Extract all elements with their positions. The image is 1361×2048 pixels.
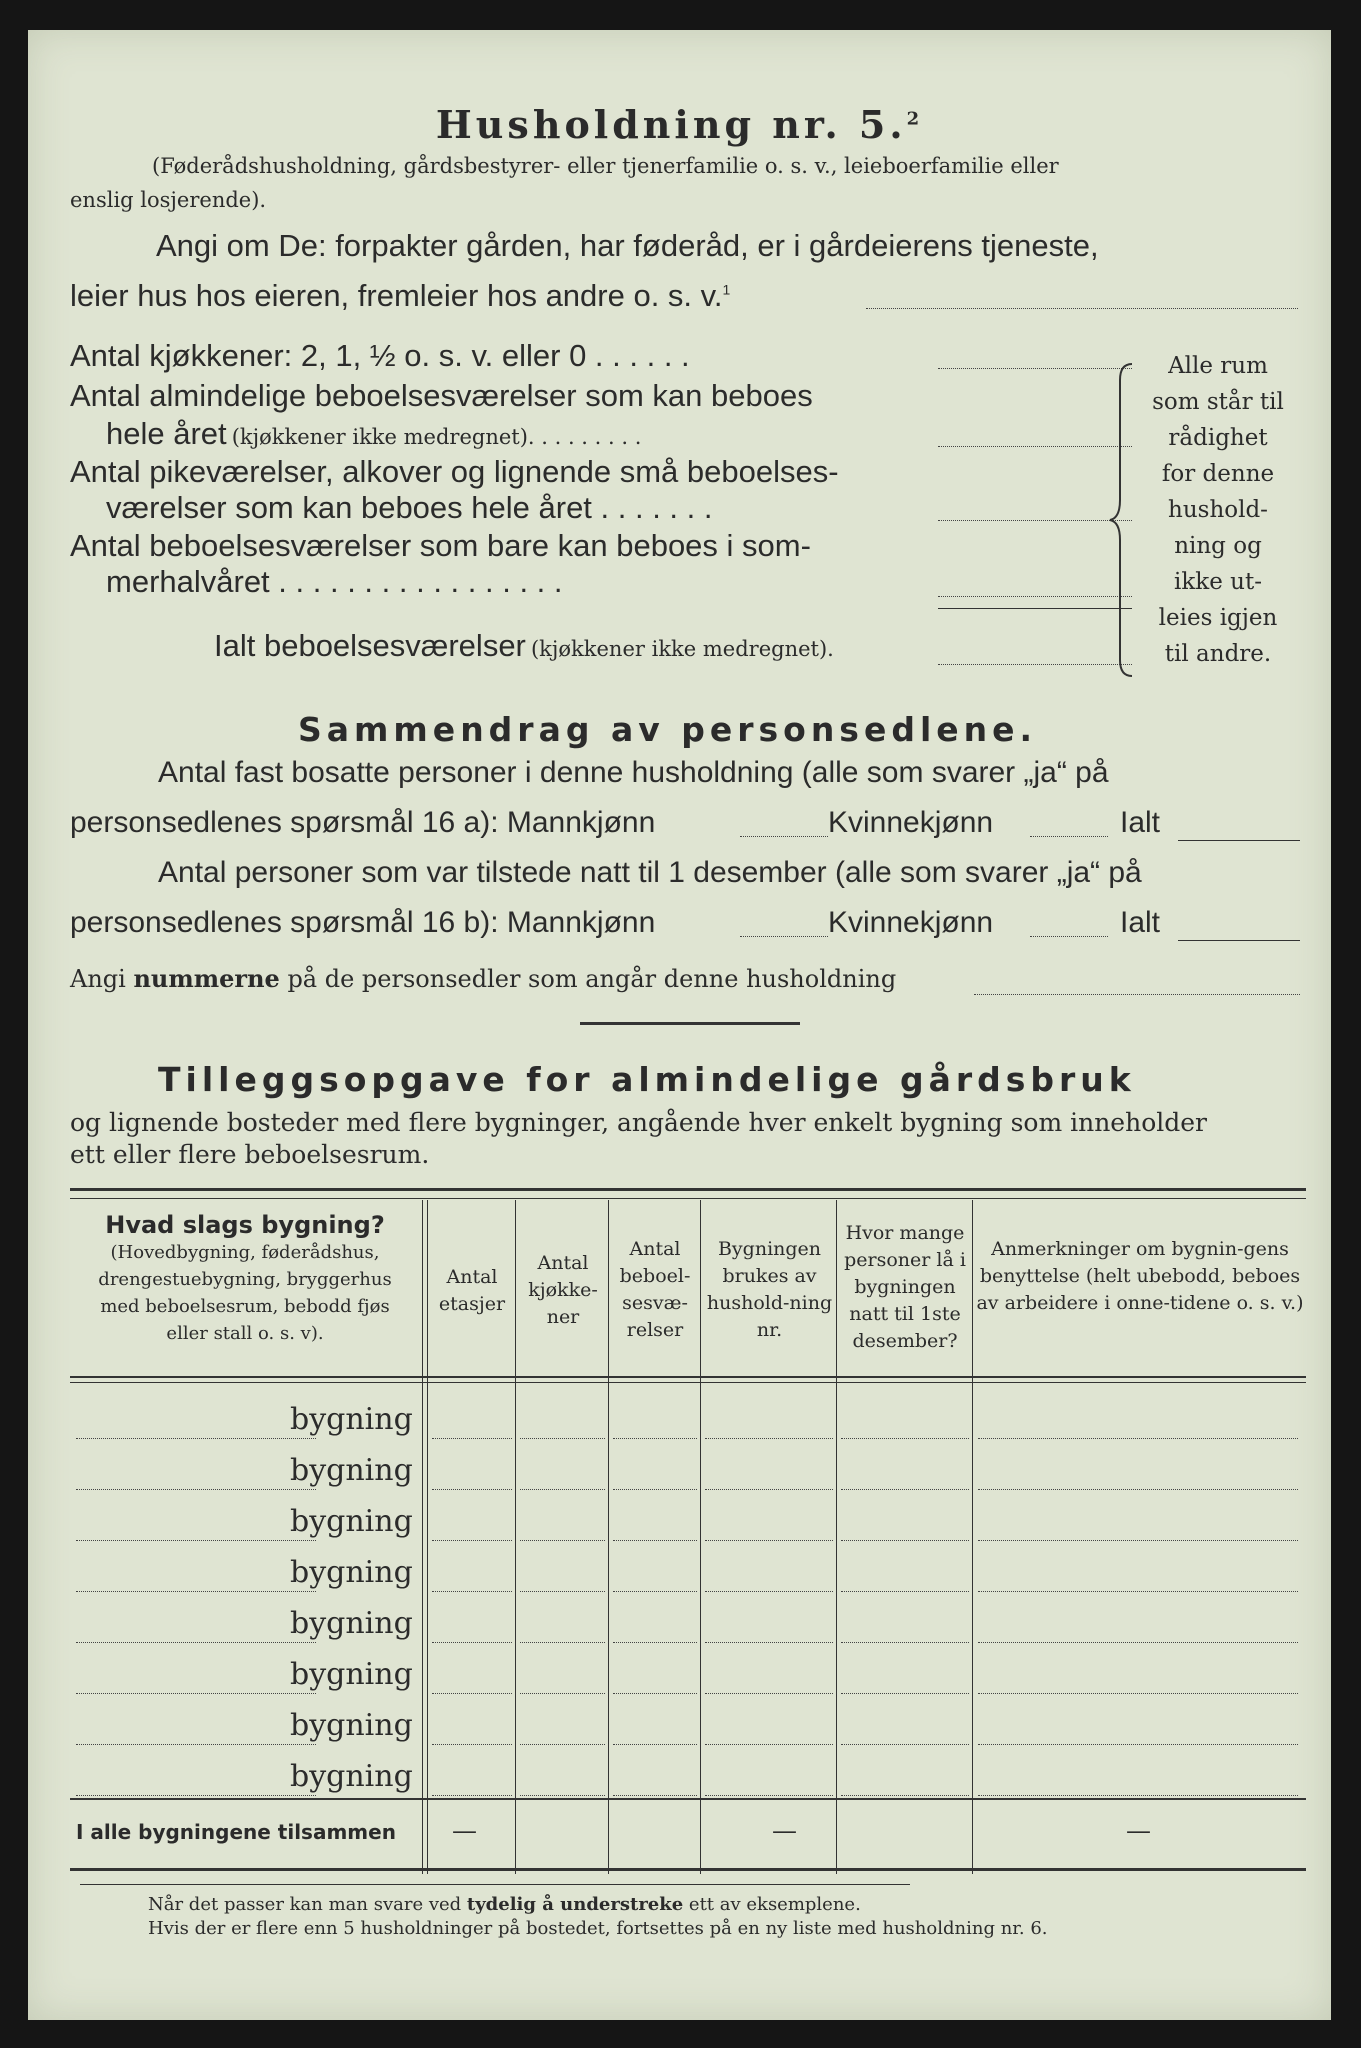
table-cell-field[interactable] <box>520 1642 605 1643</box>
table-cell-field[interactable] <box>705 1693 833 1694</box>
building-label: bygning <box>290 1453 413 1488</box>
table-cell-field[interactable] <box>432 1591 512 1592</box>
building-label: bygning <box>290 1759 413 1794</box>
summary-heading: Sammendrag av personsedlene. <box>298 710 1038 749</box>
table-cell-field[interactable] <box>841 1693 969 1694</box>
table-cell-field[interactable] <box>705 1744 833 1745</box>
col-header-remarks: Anmerkninger om bygnin-gens benyttelse (helt ubebodd, beboes av arbeidere i onne-tidene o. s. v.) <box>976 1238 1304 1314</box>
table-cell-field[interactable] <box>432 1489 512 1490</box>
table-cell-field[interactable] <box>978 1591 1298 1592</box>
col-header-kitchens: Antal kjøkke-ner <box>528 1252 598 1328</box>
footer-line-1: Når det passer kan man svare ved tydelig å understreke ett av eksemplene. <box>148 1894 861 1915</box>
table-cell-field[interactable] <box>432 1438 512 1439</box>
table-cell-field[interactable] <box>613 1795 697 1796</box>
present-total-label: Ialt <box>1120 906 1161 939</box>
table-cell-field[interactable] <box>978 1744 1298 1745</box>
q-summer-line-2: merhalvåret . . . . . . . . . . . . . . . . . <box>106 564 563 599</box>
subtitle-line-2: enslig losjerende). <box>70 188 267 212</box>
fast-women-field[interactable] <box>1030 836 1108 837</box>
subtitle-line-1: (Føderådshusholdning, gårdsbestyrer- eller tjenerfamilie o. s. v., leieboerfamilie eller <box>152 154 1059 178</box>
table-cell-field[interactable] <box>432 1795 512 1796</box>
table-cell-field[interactable] <box>978 1540 1298 1541</box>
col-header-rooms: Antal beboel-sesvæ-relser <box>619 1238 691 1341</box>
col-divider-1 <box>422 1200 423 1874</box>
present-men-field[interactable] <box>740 936 828 937</box>
building-type-field[interactable] <box>76 1591 316 1592</box>
footer-line-2: Hvis der er flere enn 5 husholdninger på bostedet, fortsettes på en ny liste med husholdning nr. 6. <box>148 1918 1048 1939</box>
header-bottom-rule <box>70 1376 1306 1378</box>
total-rooms-field[interactable] <box>938 664 1132 665</box>
table-cell-field[interactable] <box>841 1642 969 1643</box>
table-cell-field[interactable] <box>705 1642 833 1643</box>
table-cell-field[interactable] <box>841 1744 969 1745</box>
building-type-field[interactable] <box>76 1795 316 1796</box>
table-cell-field[interactable] <box>978 1795 1298 1796</box>
table-cell-field[interactable] <box>520 1744 605 1745</box>
col-header-floors: Antal etasjer <box>438 1266 506 1315</box>
building-label: bygning <box>290 1708 413 1743</box>
table-cell-field[interactable] <box>520 1438 605 1439</box>
present-line-1: Antal personer som var tilstede natt til 1 desember (alle som svarer „ja“ på <box>158 856 1142 889</box>
table-cell-field[interactable] <box>841 1438 969 1439</box>
fast-total-label: Ialt <box>1120 806 1161 839</box>
building-label: bygning <box>290 1555 413 1590</box>
form-sheet <box>28 30 1331 2020</box>
building-type-field[interactable] <box>76 1540 316 1541</box>
present-women-field[interactable] <box>1030 936 1108 937</box>
numbers-line: Angi nummerne på de personsedler som angår denne husholdning <box>70 964 897 993</box>
col-header-household: Bygningen brukes av hushold-ning nr. <box>706 1238 833 1341</box>
building-label: bygning <box>290 1606 413 1641</box>
col-header-building: Hvad slags bygning? (Hovedbygning, føderådshus, drengestuebygning, bryggerhus med beboelsesrum, bebodd fjøs eller stall o. s. v). <box>98 1211 392 1344</box>
angi-line-1: Angi om De: forpakter gården, har føderåd, er i gårdeierens tjeneste, <box>156 228 1099 263</box>
kitchens-field[interactable] <box>938 368 1132 369</box>
table-cell-field[interactable] <box>705 1540 833 1541</box>
fast-total-field[interactable] <box>1178 840 1300 841</box>
fast-line-2: personsedlenes spørsmål 16 a): Mannkjønn <box>70 806 656 839</box>
fast-line-1: Antal fast bosatte personer i denne husholdning (alle som svarer „ja“ på <box>158 756 1109 789</box>
table-cell-field[interactable] <box>613 1438 697 1439</box>
total-top-rule <box>70 1798 1306 1800</box>
table-cell-field[interactable] <box>705 1591 833 1592</box>
table-cell-field[interactable] <box>978 1642 1298 1643</box>
header-bottom-rule-2 <box>70 1382 1306 1383</box>
q-rooms-line-2: hele året (kjøkkener ikke medregnet). . . . . . . . . <box>106 416 642 451</box>
sum-underline <box>938 608 1132 609</box>
table-cell-field[interactable] <box>432 1642 512 1643</box>
table-cell-field[interactable] <box>705 1438 833 1439</box>
table-cell-field[interactable] <box>613 1591 697 1592</box>
table-cell-field[interactable] <box>613 1489 697 1490</box>
q-total: Ialt beboelsesværelser (kjøkkener ikke medregnet). <box>214 628 834 663</box>
col-divider-4 <box>700 1200 701 1874</box>
table-cell-field[interactable] <box>978 1489 1298 1490</box>
supplement-sub-1: og lignende bosteder med flere bygninger, angående hver enkelt bygning som inneholder <box>70 1108 1207 1137</box>
table-cell-field[interactable] <box>520 1693 605 1694</box>
table-cell-field[interactable] <box>841 1489 969 1490</box>
total-remarks-dash: — <box>1126 1816 1151 1845</box>
building-type-field[interactable] <box>76 1489 316 1490</box>
total-row-label: I alle bygningene tilsammen <box>76 1820 396 1844</box>
fast-women-label: Kvinnekjønn <box>828 806 994 839</box>
table-cell-field[interactable] <box>520 1540 605 1541</box>
present-total-field[interactable] <box>1178 940 1300 941</box>
building-type-field[interactable] <box>76 1642 316 1643</box>
col-divider-3 <box>608 1200 609 1874</box>
table-cell-field[interactable] <box>841 1591 969 1592</box>
building-type-field[interactable] <box>76 1744 316 1745</box>
page-title: Husholdning nr. 5.$^2$ <box>435 102 924 147</box>
building-label: bygning <box>290 1504 413 1539</box>
table-cell-field[interactable] <box>841 1795 969 1796</box>
q-kitchens: Antal kjøkkener: 2, 1, ½ o. s. v. eller 0 . . . . . . <box>70 338 690 373</box>
q-rooms-line-1: Antal almindelige beboelsesværelser som kan beboes <box>70 378 813 413</box>
table-cell-field[interactable] <box>520 1591 605 1592</box>
building-label: bygning <box>290 1657 413 1692</box>
table-top-rule <box>70 1188 1306 1191</box>
table-cell-field[interactable] <box>520 1489 605 1490</box>
table-cell-field[interactable] <box>520 1795 605 1796</box>
building-type-field[interactable] <box>76 1438 316 1439</box>
total-floors-dash: — <box>452 1816 477 1845</box>
col-header-persons: Hvor mange personer lå i bygningen natt til 1ste desember? <box>844 1222 966 1352</box>
footer-rule <box>80 1884 910 1885</box>
table-cell-field[interactable] <box>613 1693 697 1694</box>
col-divider-5 <box>836 1200 837 1874</box>
brace-note: Alle rum som står til rådighet for denne hushold- ning og ikke ut- leies igjen til andre. <box>1152 353 1284 667</box>
table-cell-field[interactable] <box>432 1693 512 1694</box>
table-cell-field[interactable] <box>613 1540 697 1541</box>
rooms-field[interactable] <box>938 446 1132 447</box>
col-divider-2 <box>515 1200 516 1874</box>
table-cell-field[interactable] <box>705 1795 833 1796</box>
present-line-2: personsedlenes spørsmål 16 b): Mannkjønn <box>70 906 656 939</box>
table-cell-field[interactable] <box>432 1540 512 1541</box>
q-maid-line-1: Antal pikeværelser, alkover og lignende små beboelses- <box>70 454 839 489</box>
table-bottom-rule <box>70 1868 1306 1871</box>
table-cell-field[interactable] <box>841 1540 969 1541</box>
brace-icon <box>1108 360 1138 680</box>
numbers-field[interactable] <box>974 994 1300 995</box>
table-cell-field[interactable] <box>705 1489 833 1490</box>
q-maid-line-2: værelser som kan beboes hele året . . . . . . . <box>106 490 713 525</box>
supplement-heading: Tilleggsopgave for almindelige gårdsbruk <box>158 1060 1136 1099</box>
section-divider <box>580 1022 800 1025</box>
angi-line-2: leier hus hos eieren, fremleier hos andre o. s. v.$^1$ <box>70 278 731 313</box>
fast-men-field[interactable] <box>740 836 828 837</box>
q-summer-line-1: Antal beboelsesværelser som bare kan beboes i som- <box>70 528 811 563</box>
angi-answer-field[interactable] <box>866 308 1298 309</box>
col-divider-6 <box>972 1200 973 1874</box>
table-cell-field[interactable] <box>978 1693 1298 1694</box>
table-top-rule-2 <box>70 1198 1306 1199</box>
maid-rooms-field[interactable] <box>938 520 1132 521</box>
summer-rooms-field[interactable] <box>938 596 1132 597</box>
building-label: bygning <box>290 1402 413 1437</box>
table-cell-field[interactable] <box>613 1744 697 1745</box>
building-type-field[interactable] <box>76 1693 316 1694</box>
table-cell-field[interactable] <box>613 1642 697 1643</box>
table-cell-field[interactable] <box>978 1438 1298 1439</box>
total-household-dash: — <box>772 1816 797 1845</box>
col-divider-1b <box>427 1200 428 1874</box>
supplement-sub-2: ett eller flere beboelsesrum. <box>70 1140 430 1169</box>
present-women-label: Kvinnekjønn <box>828 906 994 939</box>
table-cell-field[interactable] <box>432 1744 512 1745</box>
